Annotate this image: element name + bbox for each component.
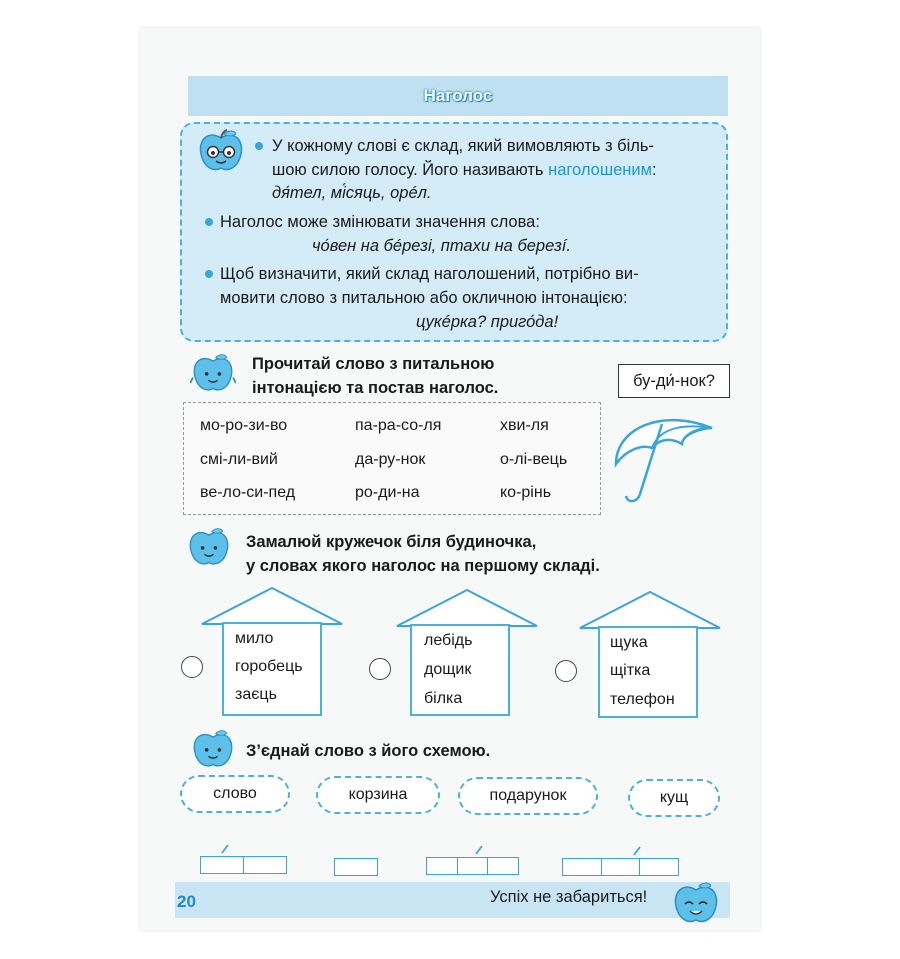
rule-1-line-2-end: : bbox=[651, 161, 657, 179]
task-3-title: З’єднай слово з його схемою. bbox=[246, 742, 491, 760]
rule-3-line-2: мовити слово з питальною або окличною інтонацією: bbox=[220, 289, 628, 307]
answer-circle[interactable] bbox=[369, 658, 391, 680]
house-roof-icon bbox=[395, 588, 539, 628]
syllable-scheme[interactable] bbox=[426, 857, 518, 875]
task-1-line-1: Прочитай слово з питальною bbox=[252, 355, 495, 373]
house-roof-icon bbox=[578, 590, 722, 630]
syllable-scheme[interactable] bbox=[562, 858, 678, 876]
house-word: щітка bbox=[610, 662, 651, 679]
example-word-box: бу-ди́-нок? bbox=[618, 364, 730, 398]
word-cell[interactable]: о-лі-вець bbox=[500, 451, 568, 468]
task-1-line-2: інтонацією та постав наголос. bbox=[252, 379, 499, 397]
house-word: білка bbox=[424, 690, 463, 707]
rule-1-term: наголошеним bbox=[548, 161, 652, 179]
task-2-line-2: у словах якого наголос на першому складі. bbox=[246, 557, 600, 575]
rule-bullet bbox=[255, 142, 263, 150]
stress-mark-icon bbox=[474, 845, 484, 855]
rule-bullet bbox=[205, 270, 213, 278]
syllable-scheme[interactable] bbox=[334, 858, 377, 876]
footer-motto: Успіх не забариться! bbox=[490, 888, 648, 906]
word-cell[interactable]: смі-ли-вий bbox=[200, 451, 278, 468]
apple-mascot-icon bbox=[190, 352, 236, 394]
house-word: мило bbox=[235, 630, 274, 647]
rule-1-line-2 bbox=[272, 159, 657, 181]
answer-circle[interactable] bbox=[181, 656, 203, 678]
house-roof-icon bbox=[200, 586, 344, 626]
stress-mark-icon bbox=[632, 846, 642, 856]
house-word: горобець bbox=[235, 658, 303, 675]
rule-1-examples: дя́тел, мі́сяць, орéл. bbox=[272, 184, 432, 202]
word-cell[interactable]: ко-рінь bbox=[500, 484, 552, 501]
page-title: Наголос bbox=[423, 86, 493, 105]
scheme-cell bbox=[334, 858, 378, 876]
word-cell[interactable]: ве-ло-си-пед bbox=[200, 484, 296, 501]
word-cell[interactable]: па-ра-со-ля bbox=[355, 417, 442, 434]
house-word: дощик bbox=[424, 661, 472, 678]
rule-3-examples: цукéрка? приго́да! bbox=[416, 313, 559, 331]
scheme-cell bbox=[457, 857, 489, 875]
umbrella-icon bbox=[612, 408, 724, 514]
word-cell[interactable]: да-ру-нок bbox=[355, 451, 426, 468]
house-word: заєць bbox=[235, 686, 277, 703]
apple-mascot-icon bbox=[190, 728, 236, 770]
answer-circle[interactable] bbox=[555, 660, 577, 682]
word-badge[interactable]: кущ bbox=[628, 779, 720, 817]
word-badge[interactable]: слово bbox=[180, 775, 290, 813]
scheme-cell bbox=[243, 856, 287, 874]
word-cell[interactable]: мо-ро-зи-во bbox=[200, 417, 288, 434]
scheme-cell bbox=[639, 858, 679, 876]
rule-3-line-1: Щоб визначити, який склад наголошений, потрібно ви- bbox=[220, 265, 639, 283]
scheme-cell bbox=[487, 857, 519, 875]
scheme-cell bbox=[200, 856, 244, 874]
syllable-scheme[interactable] bbox=[200, 856, 285, 874]
rule-1-line-1: У кожному слові є склад, який вимовляють з біль- bbox=[272, 137, 655, 155]
scheme-cell bbox=[601, 858, 641, 876]
scheme-cell bbox=[562, 858, 602, 876]
page-number: 20 bbox=[177, 892, 196, 911]
apple-mascot-icon bbox=[670, 880, 722, 926]
apple-mascot-icon bbox=[186, 526, 232, 568]
rule-bullet bbox=[205, 218, 213, 226]
house-word: щука bbox=[610, 634, 648, 651]
stress-mark-icon bbox=[220, 844, 230, 854]
word-cell[interactable]: хви-ля bbox=[500, 417, 549, 434]
house-word: лебідь bbox=[424, 632, 473, 649]
task-2-line-1: Замалюй кружечок біля будиночка, bbox=[246, 533, 537, 551]
rule-2-line-1: Наголос може змінювати значення слова: bbox=[220, 213, 540, 231]
apple-mascot-icon bbox=[196, 128, 246, 176]
word-badge[interactable]: подарунок bbox=[458, 777, 598, 815]
rule-1-line-2-text: шою силою голосу. Його називають bbox=[272, 161, 549, 179]
scheme-cell bbox=[426, 857, 458, 875]
rule-2-examples: чо́вен на бéрезі, птахи на березí. bbox=[312, 237, 571, 255]
house-word: телефон bbox=[610, 691, 675, 708]
word-cell[interactable]: ро-ди-на bbox=[355, 484, 420, 501]
word-badge[interactable]: корзина bbox=[316, 776, 440, 814]
